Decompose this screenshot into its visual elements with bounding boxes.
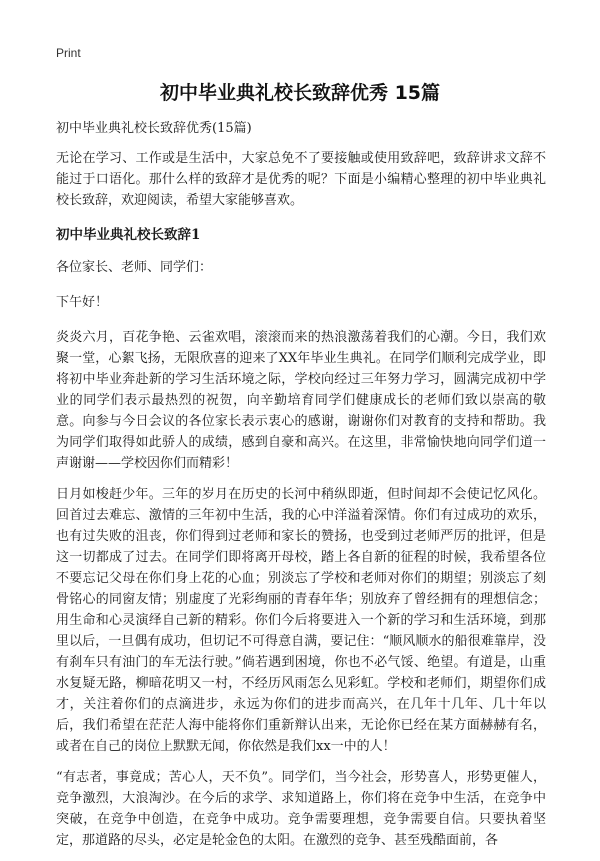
intro-paragraph: 无论在学习、工作或是生活中，大家总免不了要接触或使用致辞吧，致辞讲求文辞不能过于口语化。那什么样的致辞才是优秀的呢？下面是小编精心整理的初中毕业典礼校长致辞，欢迎阅读，希望大家能够喜欢。 <box>56 151 546 208</box>
body-paragraph-3: “有志者，事竟成；苦心人，天不负”。同学们，当今社会，形势喜人，形势更催人，竞争激烈，大浪淘沙。在今后的求学、求知道路上，你们将在竞争中生活，在竞争中突破，在竞争中创造，在竞争中成功。竞争需要理想，竞争需要自信。只要执着坚定，那道路的尽头，必定是轮金色的太阳。在激烈的竞争、甚至残酷面前，各 <box>56 770 546 848</box>
document-body <box>56 120 546 861</box>
body-paragraph-2: 日月如梭赶少年。三年的岁月在历史的长河中稍纵即逝，但时间却不会使记忆风化。回首过去难忘、激情的三年初中生活，我的心中洋溢着深情。你们有过成功的欢乐，也有过失败的沮丧，你们得到过老师和家长的赞扬，也受到过老师严厉的批评，但是这一切都成了过去。在同学们即将离开母校，踏上各自新的征程的时候，我希望各位不要忘记父母在你们身上花的心血；别淡忘了学校和老师对你们的期望；别淡忘了刻骨铭心的同窗友情；别虚度了光彩绚丽的青春年华；别放弃了曾经拥有的理想信念；用生命和心灵演绎自己新的精彩。你们今后将要进入一个新的学习和生活环境，到那里以后，一旦偶有成功，但切记不可得意自满，要记住：“顺风顺水的船很难靠岸，没有刹车只有油门的车无法行驶。”倘若遇到困境，你也不必气馁、绝望。有道是，山重水复疑无路，柳暗花明又一村，不经历风雨怎么见彩虹。学校和老师们，期望你们成才，关注着你们的点滴进步，永远为你们的进步而高兴，在几年十几年、几十年以后，我们希望在茫茫人海中能将你们重新辩认出来，无论你已经在某方面赫赫有名，或者在自己的岗位上默默无闻，你依然是我们xx一中的人！ <box>56 487 546 754</box>
good-afternoon-line: 下午好！ <box>56 295 109 310</box>
body-paragraph-1: 炎炎六月，百花争艳、云雀欢唱，滚滚而来的热浪激荡着我们的心潮。今日，我们欢聚一堂，心絮飞扬，无限欣喜的迎来了XX年毕业生典礼。在同学们顺利完成学业，即将初中毕业奔赴新的学习生活环境之际，学校向经过三年努力学习，圆满完成初中学业的同学们表示最热烈的祝贺，向辛勤培育同学们健康成长的老师们致以崇高的敬意。向参与今日会议的各位家长表示衷心的感谢，谢谢你们对教育的支持和帮助。我为同学们取得如此骄人的成绩，感到自豪和高兴。在这里，非常愉快地向同学们道一声谢谢——学校因你们而精彩！ <box>56 330 546 471</box>
document-subtitle: 初中毕业典礼校长致辞优秀(15篇) <box>56 121 252 136</box>
section-heading: 初中毕业典礼校长致辞1 <box>56 227 201 243</box>
print-link[interactable]: Print <box>56 46 81 60</box>
page-title: 初中毕业典礼校长致辞优秀 15篇 <box>159 82 441 104</box>
greeting-line: 各位家长、老师、同学们： <box>56 260 213 275</box>
